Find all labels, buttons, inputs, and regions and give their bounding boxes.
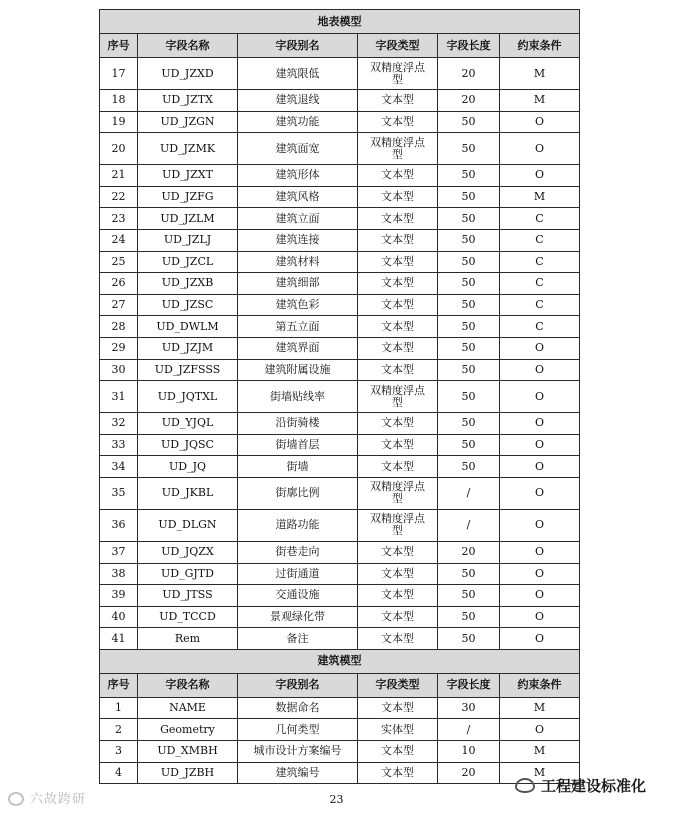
column-header: 字段长度 [438, 673, 500, 697]
table-row [100, 111, 580, 133]
table-row [100, 90, 580, 112]
table-row [100, 359, 580, 381]
table-cell: UD_GJTD [138, 563, 238, 585]
table-cell: UD_JQTXL [138, 381, 238, 413]
table-cell: M [500, 741, 580, 763]
table-cell: O [500, 541, 580, 563]
table-cell: O [500, 477, 580, 509]
table-cell: 31 [100, 381, 138, 413]
table-cell: 文本型 [358, 111, 438, 133]
section-title-row [100, 10, 580, 34]
section-title: 建筑模型 [100, 649, 580, 673]
table-cell: UD_TCCD [138, 606, 238, 628]
table-cell: 街墙首层 [238, 434, 358, 456]
table-cell: 双精度浮点型 [358, 381, 438, 413]
table-cell: 32 [100, 413, 138, 435]
table-cell: 文本型 [358, 434, 438, 456]
column-header: 字段别名 [238, 34, 358, 58]
table-cell: O [500, 509, 580, 541]
table-cell: UD_XMBH [138, 741, 238, 763]
section-title-row [100, 649, 580, 673]
table-cell: C [500, 273, 580, 295]
table-cell: 建筑功能 [238, 111, 358, 133]
table-row [100, 294, 580, 316]
table-cell: 文本型 [358, 208, 438, 230]
table-cell: 文本型 [358, 741, 438, 763]
table-cell: 50 [438, 359, 500, 381]
table-cell: 50 [438, 133, 500, 165]
table-cell: UD_JZBH [138, 762, 238, 784]
watermark-right [515, 775, 646, 796]
table-cell: 35 [100, 477, 138, 509]
table-row [100, 741, 580, 763]
table-cell: 30 [100, 359, 138, 381]
table-cell: UD_JZMK [138, 133, 238, 165]
watermark-right-text: 工程建设标准化 [541, 777, 647, 795]
table-row [100, 229, 580, 251]
table-cell: UD_JZFSSS [138, 359, 238, 381]
table-cell: UD_JQZX [138, 541, 238, 563]
table-cell: C [500, 229, 580, 251]
table-row [100, 251, 580, 273]
table-cell: 3 [100, 741, 138, 763]
table-cell: O [500, 628, 580, 650]
table-cell: 文本型 [358, 90, 438, 112]
table-cell: 23 [100, 208, 138, 230]
table-cell: 备注 [238, 628, 358, 650]
table-cell: Geometry [138, 719, 238, 741]
table-row [100, 697, 580, 719]
table-cell: 10 [438, 741, 500, 763]
table-cell: 50 [438, 273, 500, 295]
table-cell: UD_JKBL [138, 477, 238, 509]
table-cell: O [500, 133, 580, 165]
table-cell: O [500, 413, 580, 435]
table-cell: UD_JZTX [138, 90, 238, 112]
table-cell: 建筑材料 [238, 251, 358, 273]
table-cell: UD_JZLJ [138, 229, 238, 251]
table-cell: 街墙 [238, 456, 358, 478]
table-cell: 双精度浮点型 [358, 58, 438, 90]
table-cell: 50 [438, 251, 500, 273]
table-cell: 实体型 [358, 719, 438, 741]
table-cell: O [500, 111, 580, 133]
table-cell: 1 [100, 697, 138, 719]
table-header-row [100, 673, 580, 697]
table-cell: 建筑连接 [238, 229, 358, 251]
table-cell: 建筑退线 [238, 90, 358, 112]
table-cell: 双精度浮点型 [358, 133, 438, 165]
table-cell: 4 [100, 762, 138, 784]
table-cell: M [500, 90, 580, 112]
column-header: 字段类型 [358, 34, 438, 58]
table-cell: 数据命名 [238, 697, 358, 719]
column-header: 字段长度 [438, 34, 500, 58]
table-cell: O [500, 719, 580, 741]
table-cell: 50 [438, 381, 500, 413]
column-header: 字段类型 [358, 673, 438, 697]
table-cell: 20 [438, 541, 500, 563]
table-cell: 50 [438, 165, 500, 187]
table-cell: O [500, 381, 580, 413]
table-cell: O [500, 337, 580, 359]
table-cell: M [500, 697, 580, 719]
table-row [100, 186, 580, 208]
table-cell: 50 [438, 606, 500, 628]
table-cell: 几何类型 [238, 719, 358, 741]
table-cell: C [500, 294, 580, 316]
table-row [100, 434, 580, 456]
column-header: 约束条件 [500, 34, 580, 58]
table-cell: 建筑编号 [238, 762, 358, 784]
section-title: 地表模型 [100, 10, 580, 34]
table-cell: 文本型 [358, 413, 438, 435]
table-cell: 50 [438, 628, 500, 650]
table-cell: 第五立面 [238, 316, 358, 338]
table-row [100, 337, 580, 359]
table-cell: 25 [100, 251, 138, 273]
table-cell: 18 [100, 90, 138, 112]
column-header: 约束条件 [500, 673, 580, 697]
table-cell: 建筑限低 [238, 58, 358, 90]
table-cell: NAME [138, 697, 238, 719]
table-cell: 建筑形体 [238, 165, 358, 187]
table-cell: 19 [100, 111, 138, 133]
table-cell: 40 [100, 606, 138, 628]
table-row [100, 58, 580, 90]
table-cell: 2 [100, 719, 138, 741]
table-cell: 27 [100, 294, 138, 316]
table-cell: 50 [438, 229, 500, 251]
table-cell: 文本型 [358, 762, 438, 784]
table-cell: 文本型 [358, 359, 438, 381]
table-cell: 33 [100, 434, 138, 456]
table-cell: 文本型 [358, 273, 438, 295]
page-number: 23 [329, 793, 344, 806]
table-cell: 文本型 [358, 563, 438, 585]
table-cell: 50 [438, 456, 500, 478]
table-cell: O [500, 165, 580, 187]
table-cell: 建筑面宽 [238, 133, 358, 165]
table-cell: 建筑细部 [238, 273, 358, 295]
table-cell: 50 [438, 208, 500, 230]
table-cell: 50 [438, 434, 500, 456]
table-cell: 26 [100, 273, 138, 295]
table-cell: 20 [100, 133, 138, 165]
table-row [100, 381, 580, 413]
table-cell: C [500, 316, 580, 338]
table-cell: UD_JZXT [138, 165, 238, 187]
table-row [100, 316, 580, 338]
watermark-left [8, 788, 86, 807]
table-row [100, 273, 580, 295]
table-cell: 文本型 [358, 251, 438, 273]
table-cell: 街巷走向 [238, 541, 358, 563]
table-cell: 街廓比例 [238, 477, 358, 509]
table-row [100, 585, 580, 607]
table-cell: 建筑立面 [238, 208, 358, 230]
table-cell: UD_YJQL [138, 413, 238, 435]
table-row [100, 509, 580, 541]
table-cell: O [500, 563, 580, 585]
table-cell: UD_JQSC [138, 434, 238, 456]
table-row [100, 563, 580, 585]
table-cell: / [438, 477, 500, 509]
table-header-row [100, 34, 580, 58]
table-row [100, 477, 580, 509]
table-cell: UD_JZXB [138, 273, 238, 295]
table-row [100, 628, 580, 650]
table-cell: 39 [100, 585, 138, 607]
table-cell: UD_DLGN [138, 509, 238, 541]
table-cell: 文本型 [358, 316, 438, 338]
table-cell: UD_JZXD [138, 58, 238, 90]
table-cell: 文本型 [358, 165, 438, 187]
table-cell: 文本型 [358, 229, 438, 251]
table-cell: 50 [438, 413, 500, 435]
table-cell: 50 [438, 563, 500, 585]
table-cell: 街墙贴线率 [238, 381, 358, 413]
table-cell: UD_JTSS [138, 585, 238, 607]
table-cell: 50 [438, 294, 500, 316]
table-cell: 30 [438, 697, 500, 719]
column-header: 序号 [100, 673, 138, 697]
table-cell: 文本型 [358, 541, 438, 563]
table-cell: 文本型 [358, 585, 438, 607]
table-row [100, 413, 580, 435]
table-row [100, 719, 580, 741]
table-cell: 景观绿化带 [238, 606, 358, 628]
table-cell: O [500, 359, 580, 381]
table-cell: O [500, 456, 580, 478]
table-cell: UD_DWLM [138, 316, 238, 338]
table-cell: 36 [100, 509, 138, 541]
table-cell: O [500, 434, 580, 456]
watermark-left-text: 六故跨研 [30, 792, 87, 807]
column-header: 字段别名 [238, 673, 358, 697]
table-cell: 28 [100, 316, 138, 338]
table-cell: O [500, 606, 580, 628]
table-cell: 交通设施 [238, 585, 358, 607]
table-row [100, 208, 580, 230]
table-row [100, 456, 580, 478]
table-cell: 文本型 [358, 337, 438, 359]
table-cell: 文本型 [358, 456, 438, 478]
table-cell: 37 [100, 541, 138, 563]
table-cell: UD_JZGN [138, 111, 238, 133]
table-cell: 沿街骑楼 [238, 413, 358, 435]
table-cell: UD_JZFG [138, 186, 238, 208]
field-table [99, 9, 580, 784]
table-cell: UD_JZSC [138, 294, 238, 316]
table-cell: 21 [100, 165, 138, 187]
table-cell: 文本型 [358, 186, 438, 208]
table-cell: 29 [100, 337, 138, 359]
table-row [100, 762, 580, 784]
column-header: 字段名称 [138, 673, 238, 697]
table-cell: 文本型 [358, 697, 438, 719]
table-cell: C [500, 208, 580, 230]
table-cell: 34 [100, 456, 138, 478]
table-row [100, 165, 580, 187]
table-cell: 建筑色彩 [238, 294, 358, 316]
table-cell: 38 [100, 563, 138, 585]
table-cell: 双精度浮点型 [358, 509, 438, 541]
watermark-logo-icon [8, 792, 24, 806]
table-cell: 过街通道 [238, 563, 358, 585]
table-cell: M [500, 186, 580, 208]
table-cell: 城市设计方案编号 [238, 741, 358, 763]
table-cell: C [500, 251, 580, 273]
table-cell: 50 [438, 585, 500, 607]
table-cell: 20 [438, 58, 500, 90]
table-cell: 20 [438, 90, 500, 112]
table-cell: 双精度浮点型 [358, 477, 438, 509]
table-cell: UD_JQ [138, 456, 238, 478]
table-cell: 建筑风格 [238, 186, 358, 208]
table-cell: M [500, 58, 580, 90]
table-cell: / [438, 509, 500, 541]
table-cell: UD_JZCL [138, 251, 238, 273]
table-cell: 文本型 [358, 294, 438, 316]
column-header: 序号 [100, 34, 138, 58]
table-cell: 24 [100, 229, 138, 251]
table-cell: 建筑界面 [238, 337, 358, 359]
table-cell: O [500, 585, 580, 607]
table-cell: 建筑附属设施 [238, 359, 358, 381]
table-cell: 文本型 [358, 606, 438, 628]
table-cell: 50 [438, 186, 500, 208]
table-cell: 道路功能 [238, 509, 358, 541]
table-cell: 17 [100, 58, 138, 90]
table-cell: 50 [438, 316, 500, 338]
table-row [100, 606, 580, 628]
table-row [100, 133, 580, 165]
table-cell: M [500, 762, 580, 784]
table-cell: 41 [100, 628, 138, 650]
table-cell: UD_JZLM [138, 208, 238, 230]
table-cell: UD_JZJM [138, 337, 238, 359]
table-cell: / [438, 719, 500, 741]
table-row [100, 541, 580, 563]
table-cell: 20 [438, 762, 500, 784]
table-cell: 22 [100, 186, 138, 208]
table-cell: 50 [438, 337, 500, 359]
table-cell: 文本型 [358, 628, 438, 650]
column-header: 字段名称 [138, 34, 238, 58]
table-cell: Rem [138, 628, 238, 650]
wechat-icon [515, 778, 535, 793]
table-cell: 50 [438, 111, 500, 133]
